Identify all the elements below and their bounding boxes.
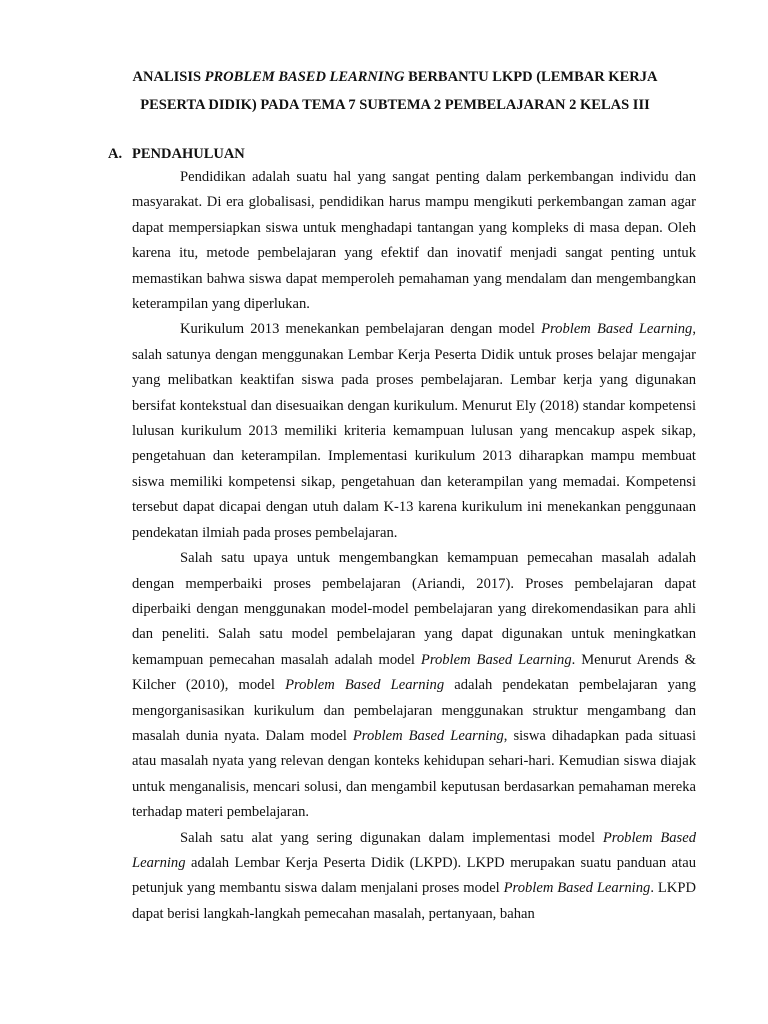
paragraph-text: Pendidikan adalah suatu hal yang sangat penting dalam perkembangan individu dan masyarakat. Di era globalisasi, pendidikan harus mampu mengikuti perkembangan zaman agar dapat mempersiapkan siswa untuk menghadapi tantangan yang kompleks di masa depan. Oleh karena itu, metode pembelajaran yang efektif dan inovatif menjadi sangat penting untuk memastikan bahwa siswa dapat memperoleh pemahaman yang mendalam dan mengembangkan keterampilan yang diperlukan. [132,169,696,313]
paragraph-text: , salah satunya dengan menggunakan Lembar Kerja Peserta Didik untuk proses belajar mengajar yang melibatkan keaktifan siswa pada proses pembelajaran. Lembar kerja yang digunakan bersifat kontekstual dan disesuaikan dengan kurikulum. Menurut Ely (2018) standar kompetensi lulusan kurikulum 2013 memiliki kriteria kemampuan lulusan yang mencakup aspek sikap, pengetahuan dan keterampilan. Implementasi kurikulum 2013 diharapkan mampu membuat siswa memiliki kompetensi sikap, pengetahuan dan keterampilan yang memadai. Kompetensi tersebut dapat dicapai dengan utuh dalam K-13 karena kurikulum ini menekankan penggunaan pendekatan ilmiah pada proses pembelajaran. [132,321,696,541]
paragraph-text: Kurikulum 2013 menekankan pembelajaran dengan model [180,321,542,338]
paragraph [132,317,696,546]
italic-term: Problem Based Learning [541,321,693,338]
title-part-3: BERBANTU LKPD (LEMBAR KERJA PESERTA DIDIK) PADA TEMA 7 SUBTEMA 2 PEMBELAJARAN 2 KELAS III [140,69,658,113]
body-text [132,165,696,927]
paragraph-text: adalah Lembar Kerja Peserta Didik (LKPD). LKPD merupakan suatu panduan atau petunjuk yang membantu siswa dalam menjalani proses model [132,854,696,897]
title-part-2-italic: PROBLEM BASED LEARNING [204,69,405,85]
italic-term: Problem Based Learning [132,829,696,871]
italic-term: Problem Based Learning [285,677,445,694]
title-part-1: ANALISIS [132,69,205,85]
document-title [100,63,690,119]
paragraph-text: . LKPD dapat berisi langkah-langkah pemecahan masalah, pertanyaan, bahan [132,880,696,922]
italic-term: Problem Based Learning [352,727,504,744]
paragraph-text: , siswa dihadapkan pada situasi atau masalah nyata yang relevan dengan konteks kehidupan sehari-hari. Kemudian siswa diajak untuk menganalisis, mencari solusi, dan mengambil keputusan berdasarkan pemahaman mereka terhadap materi pembelajaran. [132,727,696,821]
section-number: A. [108,146,123,162]
paragraph [132,826,696,928]
italic-term: Problem Based Learning [420,651,572,668]
paragraph-text: adalah pendekatan pembelajaran yang mengorganisasikan kurikulum dan pembelajaran menggunakan struktur mengambang dan masalah dunia nyata. Dalam model [132,677,696,744]
section-heading [108,140,245,168]
paragraph [132,546,696,825]
paragraph [132,165,696,317]
paragraph-text: Salah satu upaya untuk mengembangkan kemampuan pemecahan masalah adalah dengan memperbaiki proses pembelajaran (Ariandi, 2017). Proses pembelajaran dapat diperbaiki dengan menggunakan model-model pembelajaran yang direkomendasikan para ahli dan peneliti. Salah satu model pembelajaran yang dapat digunakan untuk meningkatkan kemampuan pemecahan masalah adalah model [132,550,696,668]
paragraph-text: . Menurut Arends & Kilcher (2010), model [132,651,696,694]
section-title: PENDAHULUAN [132,146,245,162]
italic-term: Problem Based Learning [503,880,651,897]
paragraph-text: Salah satu alat yang sering digunakan dalam implementasi model [180,829,603,846]
